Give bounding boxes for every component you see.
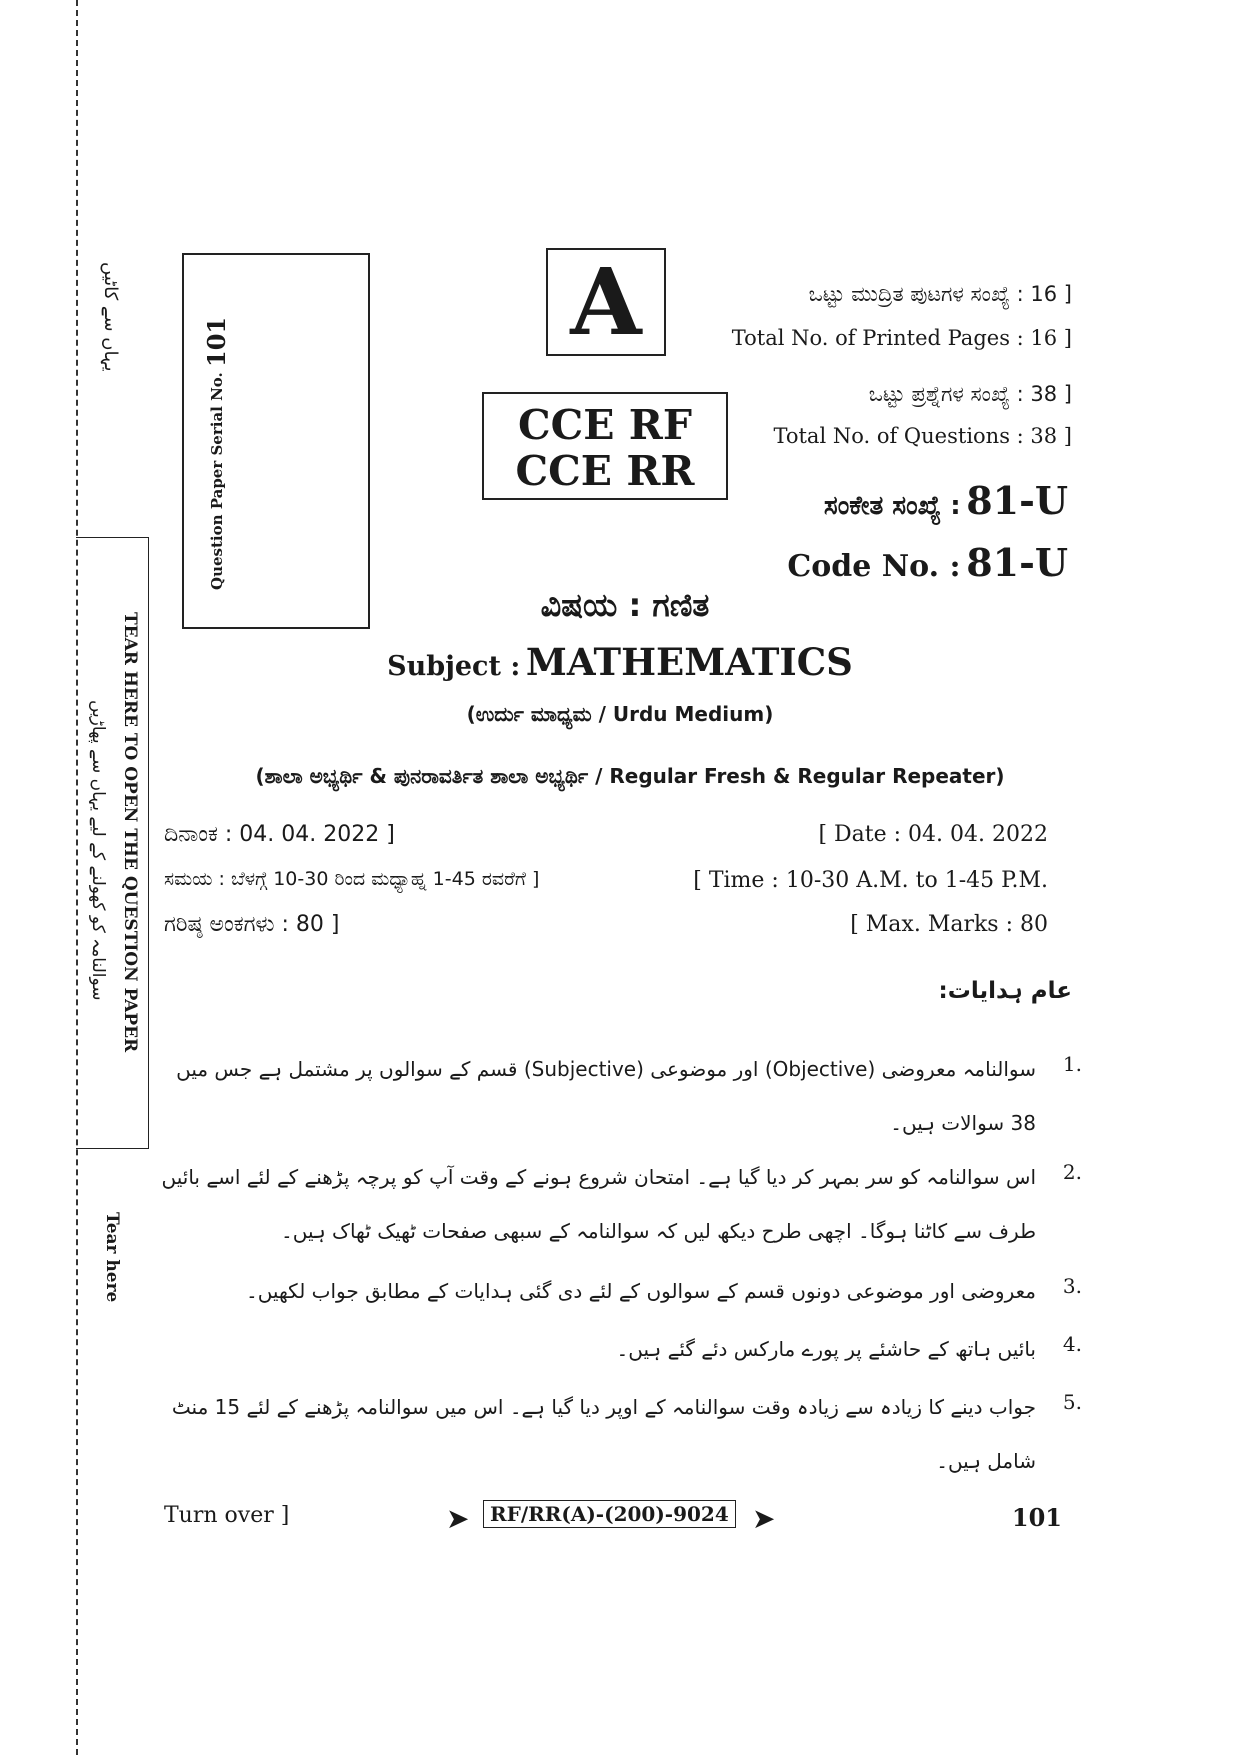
code-kn-value: 81-U [966,478,1068,523]
turn-over: Turn over ] [164,1503,290,1528]
date-en: [ Date : 04. 04. 2022 [818,822,1048,847]
instruction-item-4 [160,1322,1082,1376]
questions-en: Total No. of Questions : 38 ] [773,424,1072,448]
instruction-item-2 [160,1150,1082,1260]
serial-number: 101 [202,316,231,367]
marks-en: [ Max. Marks : 80 [850,912,1048,937]
reference-code: RF/RR(A)-(200)-9024 [483,1500,736,1528]
instructions-heading: عام ہدایات: [938,978,1072,1004]
time-en: [ Time : 10-30 A.M. to 1-45 P.M. [693,868,1048,893]
subject-medium: (ಉರ್ದು ಮಾಧ್ಯಮ / Urdu Medium) [466,702,774,726]
urdu-cut-label: یہاں سے کاٹیں [100,262,121,372]
subject-kn: ವಿಷಯ : ಗಣಿತ [540,586,710,624]
instruction-item-1 [160,1042,1082,1152]
tear-open-urdu: سوالنامہ کو کھولنے کے لیے یہاں سے پھاڑیں [88,700,108,1001]
instruction-number: 3. [1062,1274,1082,1298]
cce-line-1: CCE RF [518,401,692,449]
date-kn: ದಿನಾಂಕ : 04. 04. 2022 ] [164,822,395,847]
version-letter: A [546,248,666,356]
code-en-value: 81-U [966,540,1068,585]
printed-pages-kn: ಒಟ್ಟು ಮುದ್ರಿತ ಪುಟಗಳ ಸಂಖ್ಯೆ : 16 ] [808,282,1072,306]
instruction-text: بائیں ہاتھ کے حاشئے پر پورے مارکس دئے گئے ہیں۔ [616,1337,1036,1361]
code-en-label: Code No. : [787,549,961,584]
code-kn-label: ಸಂಕೇತ ಸಂಖ್ಯೆ : [823,491,961,521]
cce-box [482,392,728,500]
instruction-number: 4. [1062,1332,1082,1356]
time-kn: ಸಮಯ : ಬೆಳಗ್ಗೆ 10-30 ರಿಂದ ಮಧ್ಯಾಹ್ನ 1-45 ರವರೆಗೆ ] [164,868,540,890]
candidate-type: (ಶಾಲಾ ಅಭ್ಯರ್ಥಿ & ಪುನರಾವರ್ತಿತ ಶಾಲಾ ಅಭ್ಯರ್ಥಿ / Regular Fresh & Regular Repeater) [255,764,1005,788]
marks-kn: ಗರಿಷ್ಠ ಅಂಕಗಳು : 80 ] [164,912,340,937]
questions-kn: ಒಟ್ಟು ಪ್ರಶ್ನೆಗಳ ಸಂಖ್ಯೆ : 38 ] [868,382,1072,406]
instruction-number: 2. [1062,1160,1082,1184]
cce-line-2: CCE RR [515,447,695,495]
tear-here-label: Tear here [102,1212,122,1303]
code-kn [824,478,1068,523]
instruction-text: اس سوالنامہ کو سر بمہر کر دیا گیا ہے۔ امتحان شروع ہونے کے وقت آپ کو پرچہ پڑھنے کے لئے اسے بائیں طرف سے کاٹنا ہوگا۔ اچھی طرح دیکھ لیں کہ سوالنامہ کے سبھی صفحات ٹھیک ٹھاک ہیں۔ [161,1165,1036,1243]
instruction-text: سوالنامہ معروضی (Objective) اور موضوعی (Subjective) قسم کے سوالوں پر مشتمل ہے جس میں 38 سوالات ہیں۔ [176,1057,1036,1135]
serial-label: Question Paper Serial No. [208,372,226,590]
instruction-item-3 [160,1264,1082,1318]
serial-label-group [202,290,231,590]
instruction-number: 1. [1062,1052,1082,1076]
instruction-text: معروضی اور موضوعی دونوں قسم کے سوالوں کے لئے دی گئی ہدایات کے مطابق جواب لکھیں۔ [245,1279,1036,1303]
instruction-number: 5. [1062,1390,1082,1414]
instruction-text: جواب دینے کا زیادہ سے زیادہ وقت سوالنامہ کے اوپر دیا گیا ہے۔ اس میں سوالنامہ پڑھنے کے لئے 15 منٹ شامل ہیں۔ [171,1395,1036,1473]
subject-en-value: MATHEMATICS [525,640,853,684]
code-en [787,540,1068,585]
instruction-item-5 [160,1380,1082,1473]
arrow-right-icon: ➤ [752,1502,776,1535]
footer-serial: 101 [1011,1503,1062,1532]
subject-en-label: Subject : [387,651,521,682]
subject-en [0,640,1240,684]
arrow-right-icon: ➤ [446,1502,470,1535]
printed-pages-en: Total No. of Printed Pages : 16 ] [731,326,1072,350]
tear-open-label: TEAR HERE TO OPEN THE QUESTION PAPER [120,612,140,1053]
